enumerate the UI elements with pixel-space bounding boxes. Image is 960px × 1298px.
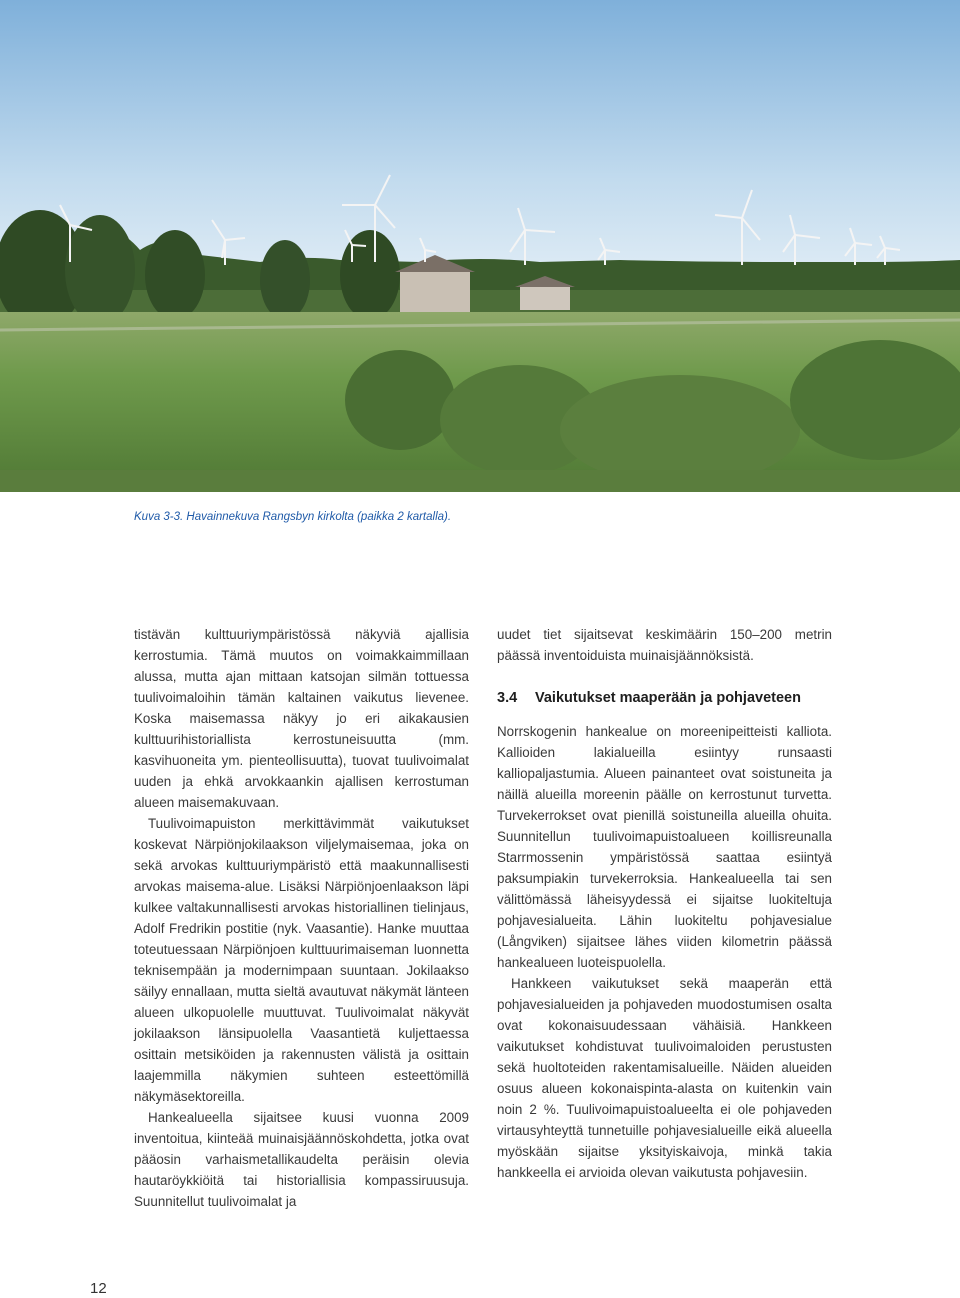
section-heading	[497, 687, 832, 709]
figure-caption: Kuva 3-3. Havainnekuva Rangsbyn kirkolta (paikka 2 kartalla).	[134, 511, 452, 523]
paragraph: Norrskogenin hankealue on moreenipeitteisti kalliota. Kallioiden lakialueilla esiintyy runsaasti kalliopaljastumia. Alueen painanteet ovat soistuneita ja näillä alueilla moreenin päälle on kerrostunut turvetta. Turvekerrokset ovat pienillä soistuneilla alueilla ohuita. Suunnitellun tuulivoimapuistoalueen koillisreunalla Starrmossenin ympäristössä saattaa esiintyä paksumpiakin turvekerroksia. Hankealueella tai sen välittömässä läheisyydessä ei sijaitse luokiteltuja pohjavesialueita. Lähin luokiteltu pohjavesialue (Långviken) sijaitsee lähes viiden kilometrin päässä hankealueen luoteispuolella.	[497, 724, 832, 970]
landscape-photo	[0, 0, 960, 492]
farmhouse	[400, 270, 470, 312]
right-column	[497, 624, 832, 1183]
paragraph: uudet tiet sijaitsevat keskimäärin 150–200 metrin päässä inventoiduista muinaisjäännöksistä.	[497, 627, 832, 663]
paragraph: tistävän kulttuuriympäristössä näkyviä ajallisia kerrostumia. Tämä muutos on voimakkaimmillaan alussa, mutta ajan mittaan katsojan silmän tottuessa tuulivoimaloihin tämän kaltainen vaikutus lievenee. Koska maisemassa näkyy jo eri aikakausien kulttuurihistoriallista kerrostuneisuutta (mm. kasvihuoneita ym. pienteollisuutta), tuovat tuulivoimalat uuden ja ehkä arvokkaankin ajallisen kerrostuman alueen maisemakuvaan.	[134, 627, 469, 810]
farmhouse	[520, 285, 570, 310]
section-number: 3.4	[497, 690, 518, 706]
page-number: 12	[90, 1280, 107, 1297]
left-column	[134, 624, 469, 1212]
paragraph: Hankealueella sijaitsee kuusi vuonna 2009 inventoitua, kiinteää muinaisjäännöskohdetta, jotka ovat pääosin varhaismetallikaudelta peräisin olevia hautaröykkiöitä tai historiallisia kompassiruusuja. Suunnitellut tuulivoimalat ja	[134, 1110, 469, 1209]
section-title: Vaikutukset maaperään ja pohjaveteen	[535, 690, 801, 706]
paragraph: Hankkeen vaikutukset sekä maaperän että pohjavesialueiden ja pohjaveden muodostumisen osalta ovat kokonaisuudessaan vähäisiä. Hankkeen vaikutukset kohdistuvat tuulivoimaloiden perustusten sekä huoltoteiden rakentamisalueille. Näiden alueiden osuus alueen kokonaispinta-alasta on kuitenkin vain noin 2 %. Tuulivoimapuistoalueelta ei ole pohjaveden virtausyhteyttä tunnetuille pohjavesialueille eikä alueella myöskään sijaitse yksityiskaivoja, minkä takia hankkeella ei arvioida olevan vaikutusta pohjavesiin.	[497, 976, 832, 1180]
paragraph: Tuulivoimapuiston merkittävimmät vaikutukset koskevat Närpiönjokilaakson viljelymaisemaa, joka on sekä arvokas kulttuuriympäristö että maakunnallisesti arvokas maisema-alue. Lisäksi Närpiönjoenlaakson läpi kulkee valtakunnallisesti arvokas historiallinen tielinjaus, Adolf Fredrikin postitie (nyk. Vaasantie). Hanke muuttaa toteutuessaan Närpiönjoen kulttuurimaiseman luonnetta teknisempään ja modernimpaan suuntaan. Jokilaakso säilyy ennallaan, mutta sieltä avautuvat näkymät länteen alueen ulkopuolelle muuttuvat. Tuulivoimalat näkyvät jokilaakson länsipuolella Vaasantietä kuljettaessa osittain metsiköiden ja rakennusten välistä ja osittain laajemmilla näkymien suhteen esteettömillä näkymäsektoreilla.	[134, 816, 469, 1104]
